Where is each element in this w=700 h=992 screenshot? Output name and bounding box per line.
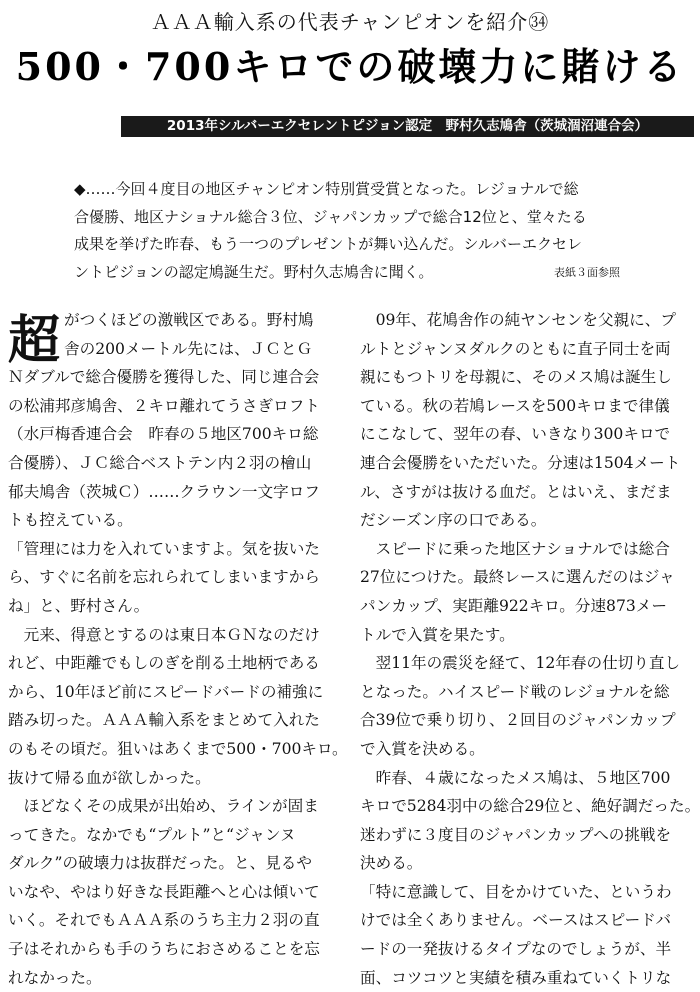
body-line: 抜けて帰る血が欲しかった。 — [8, 768, 211, 787]
body-line: けでは全くありません。ベースはスピードバ — [360, 911, 672, 930]
body-column-left — [8, 306, 348, 992]
body-line: トルで入賞を果たす。 — [360, 625, 515, 644]
body-line: から、10年ほど前にスピードバードの補強に — [8, 682, 324, 701]
body-line: 郁夫鳩舎（茨城Ｃ）……クラウン一文字ロフ — [8, 482, 320, 501]
body-line: 面、コツコツと実績を積み重ねていくトリな — [360, 968, 672, 987]
body-line: いなや、やはり好きな長距離へと心は傾いて — [8, 882, 320, 901]
body-line: Ｎダブルで総合優勝を獲得した、同じ連合会 — [8, 368, 320, 387]
body-line: 合優勝）、ＪＣ総合ベストテン内２羽の檜山 — [8, 453, 312, 472]
body-line: 踏み切った。ＡＡＡ輸入系をまとめて入れた — [8, 711, 320, 730]
body-line: ードの一発抜けるタイプなのでしょうが、半 — [360, 940, 672, 959]
lead-line: 合優勝、地区ナショナル総合３位、ジャパンカップで総合12位と、堂々たる — [74, 207, 587, 226]
body-line: 決める。 — [360, 854, 423, 873]
body-line: ってきた。なかでも“プルト”と“ジャンヌ — [8, 825, 296, 844]
body-line: ル、さすがは抜ける血だ。とはいえ、まだま — [360, 482, 672, 501]
drop-cap: 超 — [8, 310, 61, 371]
lead-line — [74, 259, 634, 287]
body-line: 合39位で乗り切り、２回目のジャパンカップ — [360, 711, 676, 730]
body-line: ている。秋の若鳩レースを500キロまで律儀 — [360, 396, 670, 415]
body-line: 「特に意識して、目をかけていた、というわ — [360, 882, 672, 901]
body-line: 27位につけた。最終レースに選んだのはジャ — [360, 568, 675, 587]
article-headline: 500・700キロでの破壊力に賭ける — [15, 44, 685, 89]
body-line: （水戸梅香連合会 昨春の５地区700キロ総 — [8, 425, 319, 444]
body-line: 連合会優勝をいただいた。分速は1504メート — [360, 453, 681, 472]
body-line: がつくほどの激戦区である。野村鳩 — [64, 311, 314, 329]
body-line: 翌11年の震災を経て、12年春の仕切り直し — [360, 654, 681, 673]
body-line: の松浦邦彦鳩舎、２キロ離れてうさぎロフト — [8, 396, 320, 415]
body-line: 子はそれからも手のうちにおさめることを忘 — [8, 940, 320, 959]
body-line: 親にもつトリを母親に、そのメス鳩は誕生し — [360, 368, 672, 387]
body-line: れなかった。 — [8, 968, 102, 987]
lead-paragraph — [74, 176, 634, 286]
body-line: いく。それでもＡＡＡ系のうち主力２羽の直 — [8, 911, 320, 930]
body-line: 09年、花鳩舎作の純ヤンセンを父親に、プ — [360, 311, 676, 329]
body-line: ね」と、野村さん。 — [8, 596, 150, 615]
body-line: ほどなくその成果が出始め、ラインが固ま — [8, 797, 319, 816]
body-line: パンカップ、実距離922キロ。分速873メー — [360, 596, 667, 615]
body-line: 迷わずに３度目のジャパンカップへの挑戦を — [360, 825, 672, 844]
body-line: スピードに乗った地区ナショナルでは総合 — [360, 539, 670, 558]
body-line: キロで5284羽中の総合29位と、絶好調だった。 — [360, 797, 700, 816]
article-kicker: ＡＡＡ輸入系の代表チャンピオンを紹介㉞ — [150, 10, 550, 34]
body-column-right — [360, 306, 700, 992]
body-line: 元来、得意とするのは東日本ＧＮなのだけ — [8, 625, 320, 644]
cover-reference: 表紙３面参照 — [554, 265, 620, 279]
body-line: となった。ハイスピード戦のレジョナルを総 — [360, 682, 670, 701]
body-line: れど、中距離でもしのぎを削る土地柄である — [8, 654, 320, 673]
body-line: のもその頃だ。狙いはあくまで500・700キロ。 — [8, 739, 348, 758]
lead-line: 成果を挙げた昨春、もう一つのプレゼントが舞い込んだ。シルバーエクセレ — [74, 235, 582, 253]
body-line: ルトとジャンヌダルクのともに直子同士を両 — [360, 339, 671, 358]
lead-line: ◆……今回４度目の地区チャンピオン特別賞受賞となった。レジョナルで総 — [74, 180, 579, 198]
body-line: にこなして、翌年の春、いきなり300キロで — [360, 425, 671, 444]
body-line: ダルク”の破壊力は抜群だった。と、見るや — [8, 854, 312, 873]
body-line: 舎の200メートル先には、ＪＣとＧ — [64, 339, 313, 358]
body-line: ら、すぐに名前を忘れられてしまいますから — [8, 568, 320, 587]
body-line: トも控えている。 — [8, 511, 133, 530]
body-line: で入賞を決める。 — [360, 739, 485, 758]
body-line: 「管理には力を入れていますよ。気を抜いた — [8, 539, 320, 558]
body-line: だシーズン序の口である。 — [360, 511, 547, 530]
subtitle-bar: 2013年シルバーエクセレントピジョン認定 野村久志鳩舎（茨城涸沼連合会） — [121, 116, 694, 137]
lead-line-text: ントピジョンの認定鳩誕生だ。野村久志鳩舎に聞く。 — [74, 262, 434, 281]
body-line: 昨春、４歳になったメス鳩は、５地区700 — [360, 768, 671, 787]
